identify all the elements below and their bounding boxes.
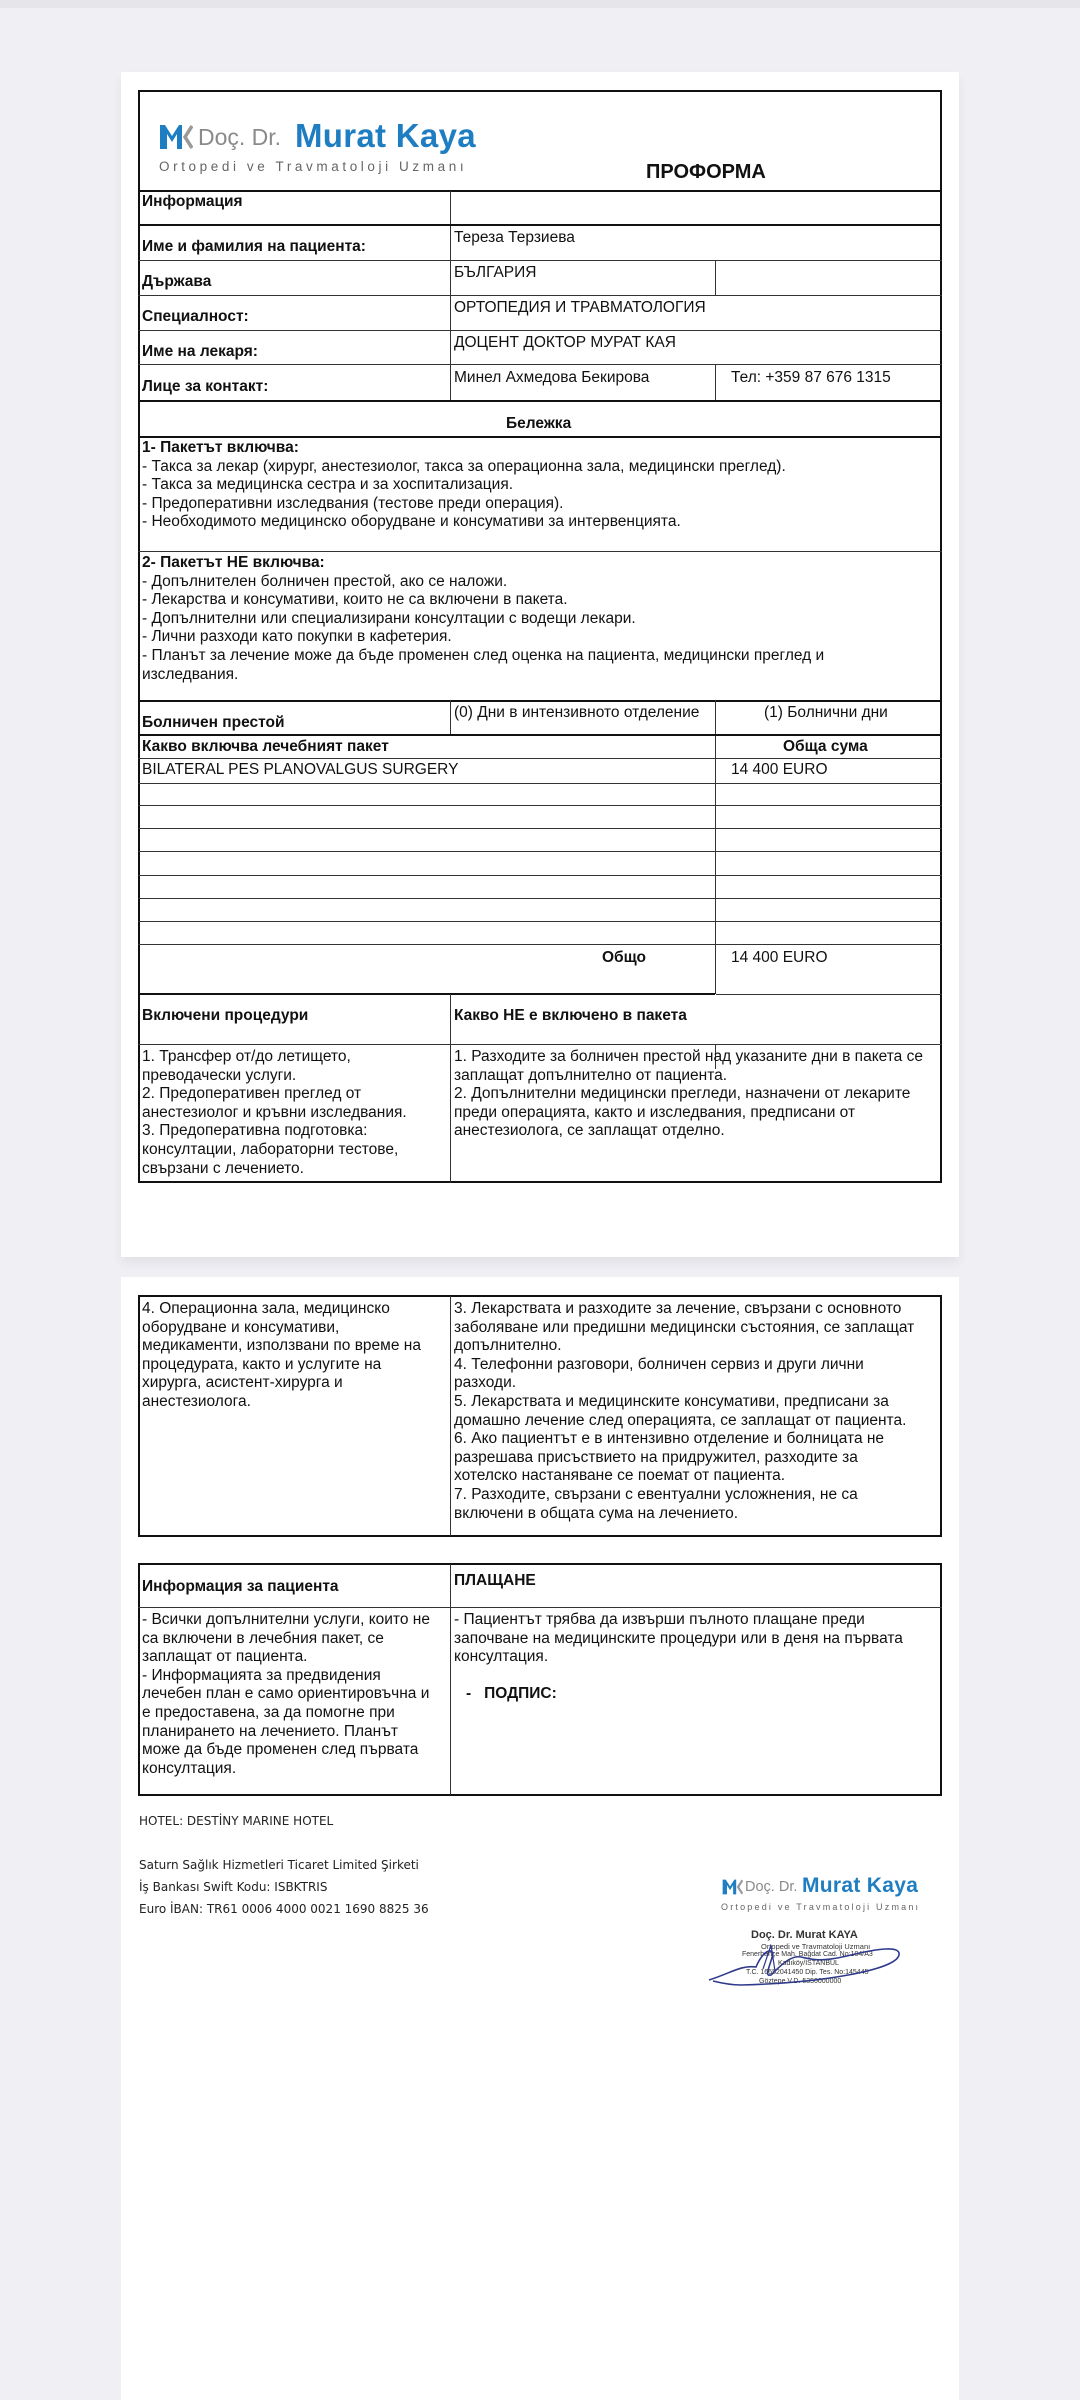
patient-info-line: са включени в лечебния пакет, се — [142, 1629, 384, 1647]
hospital-days: (1) Болнични дни — [764, 704, 888, 721]
included-procedures-list-continued — [142, 1300, 421, 1412]
excluded-procedure-line: анестезиолога, се заплащат отделно. — [454, 1122, 725, 1140]
included-procedure-line: 3. Предоперативна подготовка: — [142, 1122, 368, 1140]
mk-logo-icon — [159, 124, 193, 150]
included-procedure-line: хирурга, асистент-хирурга и — [142, 1374, 343, 1392]
divider — [138, 851, 942, 852]
package-row-item: BILATERAL PES PLANOVALGUS SURGERY — [142, 761, 459, 778]
package-row-amount: 14 400 EURO — [731, 761, 828, 778]
document-page-2 — [121, 1277, 959, 2400]
included-procedure-line: процедурата, както и услугите на — [142, 1355, 382, 1373]
included-procedures-list — [142, 1048, 407, 1178]
total-label: Общо — [602, 949, 646, 966]
document-page-1 — [121, 72, 959, 1257]
stamp-line: Ortopedi ve Travmatoloji Uzmanı — [761, 1942, 871, 1951]
excluded-procedure-line: разходи. — [454, 1374, 517, 1392]
package-includes-item: - Такса за лекар (хирург, анестезиолог, такса за операционна зала, медицински преглед). — [142, 457, 786, 475]
excluded-procedure-line: включени в общата сума на лечението. — [454, 1504, 739, 1522]
package-total-header: Обща сума — [783, 738, 868, 755]
package-excludes-block — [142, 554, 824, 684]
document-title: ПРОФОРМА — [646, 161, 766, 183]
divider — [138, 224, 942, 226]
hotel-info: HOTEL: DESTİNY MARINE HOTEL — [139, 1814, 334, 1828]
country-value: БЪЛГАРИЯ — [454, 264, 537, 281]
divider — [138, 1044, 942, 1045]
patient-name-label: Име и фамилия на пациента: — [142, 238, 366, 255]
excluded-procedure-line: разрешава присъствието на придружител, разходите за — [454, 1448, 858, 1466]
payment-heading: ПЛАЩАНЕ — [454, 1572, 536, 1589]
divider — [138, 993, 716, 995]
excluded-procedure-line: 6. Ако пациентът е в интензивно отделение и болницата не — [454, 1430, 885, 1448]
icu-days: (0) Дни в интензивното отделение — [454, 704, 700, 721]
signature-scribble-icon — [701, 1925, 911, 1995]
specialty-value: ОРТОПЕДИЯ И ТРАВМАТОЛОГИЯ — [454, 299, 706, 316]
divider — [450, 700, 451, 734]
excluded-procedure-line: заплащат допълнително от пациента. — [454, 1066, 728, 1084]
divider — [450, 1564, 451, 1795]
total-value: 14 400 EURO — [731, 949, 828, 966]
specialty-label: Специалност: — [142, 308, 249, 325]
signature-label: - ПОДПИС: — [466, 1685, 557, 1702]
package-includes-item: - Предоперативни изследвания (тестове преди операция). — [142, 494, 564, 512]
package-includes-heading: 1- Пакетът включва: — [142, 439, 299, 456]
patient-info-line: е предоставена, за да помогне при — [142, 1703, 395, 1721]
stamp-logo-subtitle: Ortopedi ve Travmatoloji Uzmanı — [721, 1902, 921, 1912]
package-excludes-item: - Планът за лечение може да бъде променен след оценка на пациента, медицински преглед и — [142, 646, 825, 664]
divider — [138, 700, 942, 702]
divider — [138, 734, 942, 736]
included-procedure-line: свързани с лечението. — [142, 1159, 304, 1177]
excluded-procedure-line: хотелско настаняване се поемат от пациента. — [454, 1467, 786, 1485]
payment-line: консултация. — [454, 1648, 549, 1666]
divider — [138, 436, 942, 438]
contact-label: Лице за контакт: — [142, 378, 269, 395]
divider — [138, 364, 942, 365]
logo-prefix: Doç. Dr. — [198, 124, 282, 150]
divider — [715, 364, 716, 400]
package-excludes-item: - Допълнителен болничен престой, ако се наложи. — [142, 572, 508, 590]
divider — [138, 758, 942, 759]
package-excludes-heading: 2- Пакетът НЕ включва: — [142, 554, 325, 571]
divider — [138, 898, 942, 899]
package-excludes-item: - Лекарства и консумативи, които не са включени в пакета. — [142, 591, 568, 609]
divider — [138, 190, 942, 192]
divider — [138, 1607, 942, 1608]
package-includes-item: - Такса за медицинска сестра и за хоспитализация. — [142, 476, 514, 494]
mk-logo-icon — [722, 1879, 743, 1895]
patient-info-line: лечебен план е само ориентировъчна и — [142, 1685, 430, 1703]
divider — [138, 551, 942, 552]
package-includes-item: - Необходимото медицинско оборудване и консумативи за интервенцията. — [142, 513, 681, 531]
excluded-procedure-line: 7. Разходите, свързани с евентуални усложнения, не са — [454, 1485, 858, 1503]
divider — [138, 295, 942, 296]
included-procedure-line: анестезиолога. — [142, 1392, 251, 1410]
info-section-label: Информация — [142, 193, 243, 210]
stamp-line: Fenerbahçe Mah. Bağdat Cad. No:104/A3 — [742, 1951, 873, 1958]
included-procedure-line: медикаменти, използвани по време на — [142, 1337, 421, 1355]
patient-info-line: - Всички допълнителни услуги, които не — [142, 1611, 430, 1628]
package-excludes-item: - Допълнителни или специализирани консултации с водещи лекари. — [142, 609, 636, 627]
included-procedure-line: анестезиолог и кръвни изследвания. — [142, 1103, 407, 1121]
divider — [138, 400, 942, 402]
divider — [138, 944, 942, 945]
stamp-logo-prefix: Doç. Dr. — [745, 1879, 798, 1895]
stamp-name: Doç. Dr. Murat KAYA — [751, 1929, 858, 1941]
divider — [138, 783, 942, 784]
included-procedure-line: оборудване и консумативи, — [142, 1318, 340, 1336]
logo-subtitle: Ortopedi ve Travmatoloji Uzmanı — [159, 159, 468, 174]
patient-info-line: планирането на лечението. Планът — [142, 1722, 398, 1740]
divider — [138, 875, 942, 876]
patient-info-heading: Информация за пациента — [142, 1578, 339, 1595]
excluded-procedures-list — [454, 1048, 923, 1141]
excluded-procedure-line: домашно лечение след операцията, се заплащат от пациента. — [454, 1411, 907, 1429]
package-excludes-item: - Лични разходи като покупки в кафетерия. — [142, 628, 452, 646]
payment-text — [454, 1611, 903, 1667]
iban: Euro İBAN: TR61 0006 4000 0021 1690 8825 36 — [139, 1902, 429, 1916]
included-procedure-line: 2. Предоперативен преглед от — [142, 1085, 362, 1103]
contact-phone: Тел: +359 87 676 1315 — [731, 369, 891, 386]
contact-value: Минел Ахмедова Бекирова — [454, 369, 650, 386]
included-procedure-line: консултации, лабораторни тестове, — [142, 1140, 399, 1158]
payment-line: започване на медицинските процедури или в деня на първата — [454, 1629, 903, 1647]
divider — [450, 994, 451, 1183]
payment-line: - Пациентът трябва да извърши пълното плащане преди — [454, 1611, 865, 1628]
doctor-label: Име на лекаря: — [142, 343, 258, 360]
excluded-procedure-line: 2. Допълнителни медицински прегледи, назначени от лекарите — [454, 1085, 911, 1103]
doctor-value: ДОЦЕНТ ДОКТОР МУРАТ КАЯ — [454, 334, 676, 351]
logo-name: Murat Kaya — [295, 117, 476, 154]
excluded-procedure-line: 4. Телефонни разговори, болничен сервиз и други лични — [454, 1355, 864, 1373]
swift-code: İş Bankası Swift Kodu: ISBKTRIS — [139, 1880, 328, 1894]
included-procedure-line: 4. Операционна зала, медицинско — [142, 1300, 390, 1317]
top-status-strip — [0, 0, 1080, 8]
patient-info-line: - Информацията за предвидения — [142, 1666, 381, 1684]
included-procedure-line: преводачески услуги. — [142, 1066, 297, 1084]
excluded-procedure-line: 1. Разходите за болничен престой над указаните дни в пакета се — [454, 1048, 923, 1065]
divider — [715, 260, 716, 295]
excluded-procedure-line: преди операцията, както и изследвания, предписани от — [454, 1103, 856, 1121]
country-label: Държава — [142, 273, 212, 290]
package-includes-block — [142, 439, 786, 532]
divider — [138, 330, 942, 331]
divider — [450, 1296, 451, 1536]
hospital-stay-label: Болничен престой — [142, 714, 285, 731]
divider — [138, 921, 942, 922]
divider-mask — [715, 994, 716, 1044]
divider — [138, 260, 942, 261]
patient-info-line: консултация. — [142, 1759, 237, 1777]
company-name: Saturn Sağlık Hizmetleri Ticaret Limited Şirketi — [139, 1858, 419, 1872]
stamp-line: Kadıköy/İSTANBUL — [778, 1960, 839, 1967]
excluded-procedure-line: заболяване или предишни медицински състояния, се заплащат — [454, 1318, 915, 1336]
package-item-header: Какво включва лечебният пакет — [142, 738, 389, 755]
excluded-procedures-heading: Какво НЕ е включено в пакета — [454, 1007, 687, 1024]
excluded-procedure-line: 5. Лекарствата и медицинските консумативи, предписани за — [454, 1392, 889, 1410]
patient-info-text — [142, 1611, 430, 1778]
divider — [715, 994, 942, 995]
excluded-procedure-line: допълнително. — [454, 1337, 562, 1355]
divider — [138, 805, 942, 806]
divider — [138, 828, 942, 829]
excluded-procedures-list-continued — [454, 1300, 914, 1523]
included-procedures-heading: Включени процедури — [142, 1007, 309, 1024]
patient-info-line: може да бъде променен след първата — [142, 1741, 419, 1759]
excluded-procedure-line: 3. Лекарствата и разходите за лечение, свързани с основното — [454, 1300, 902, 1317]
included-procedure-line: 1. Трансфер от/до летището, — [142, 1048, 351, 1065]
stamp-line: T.C. 16652041450 Dip. Tes. No:145445 — [746, 1969, 869, 1976]
stamp-logo-name: Murat Kaya — [802, 1874, 919, 1897]
package-excludes-item: изследвания. — [142, 665, 239, 683]
note-title: Бележка — [506, 415, 572, 432]
stamp-line: Göztepe V.D. 5350000000 — [759, 1978, 842, 1985]
patient-name-value: Тереза Терзиева — [454, 229, 575, 246]
patient-info-line: заплащат от пациента. — [142, 1648, 308, 1666]
